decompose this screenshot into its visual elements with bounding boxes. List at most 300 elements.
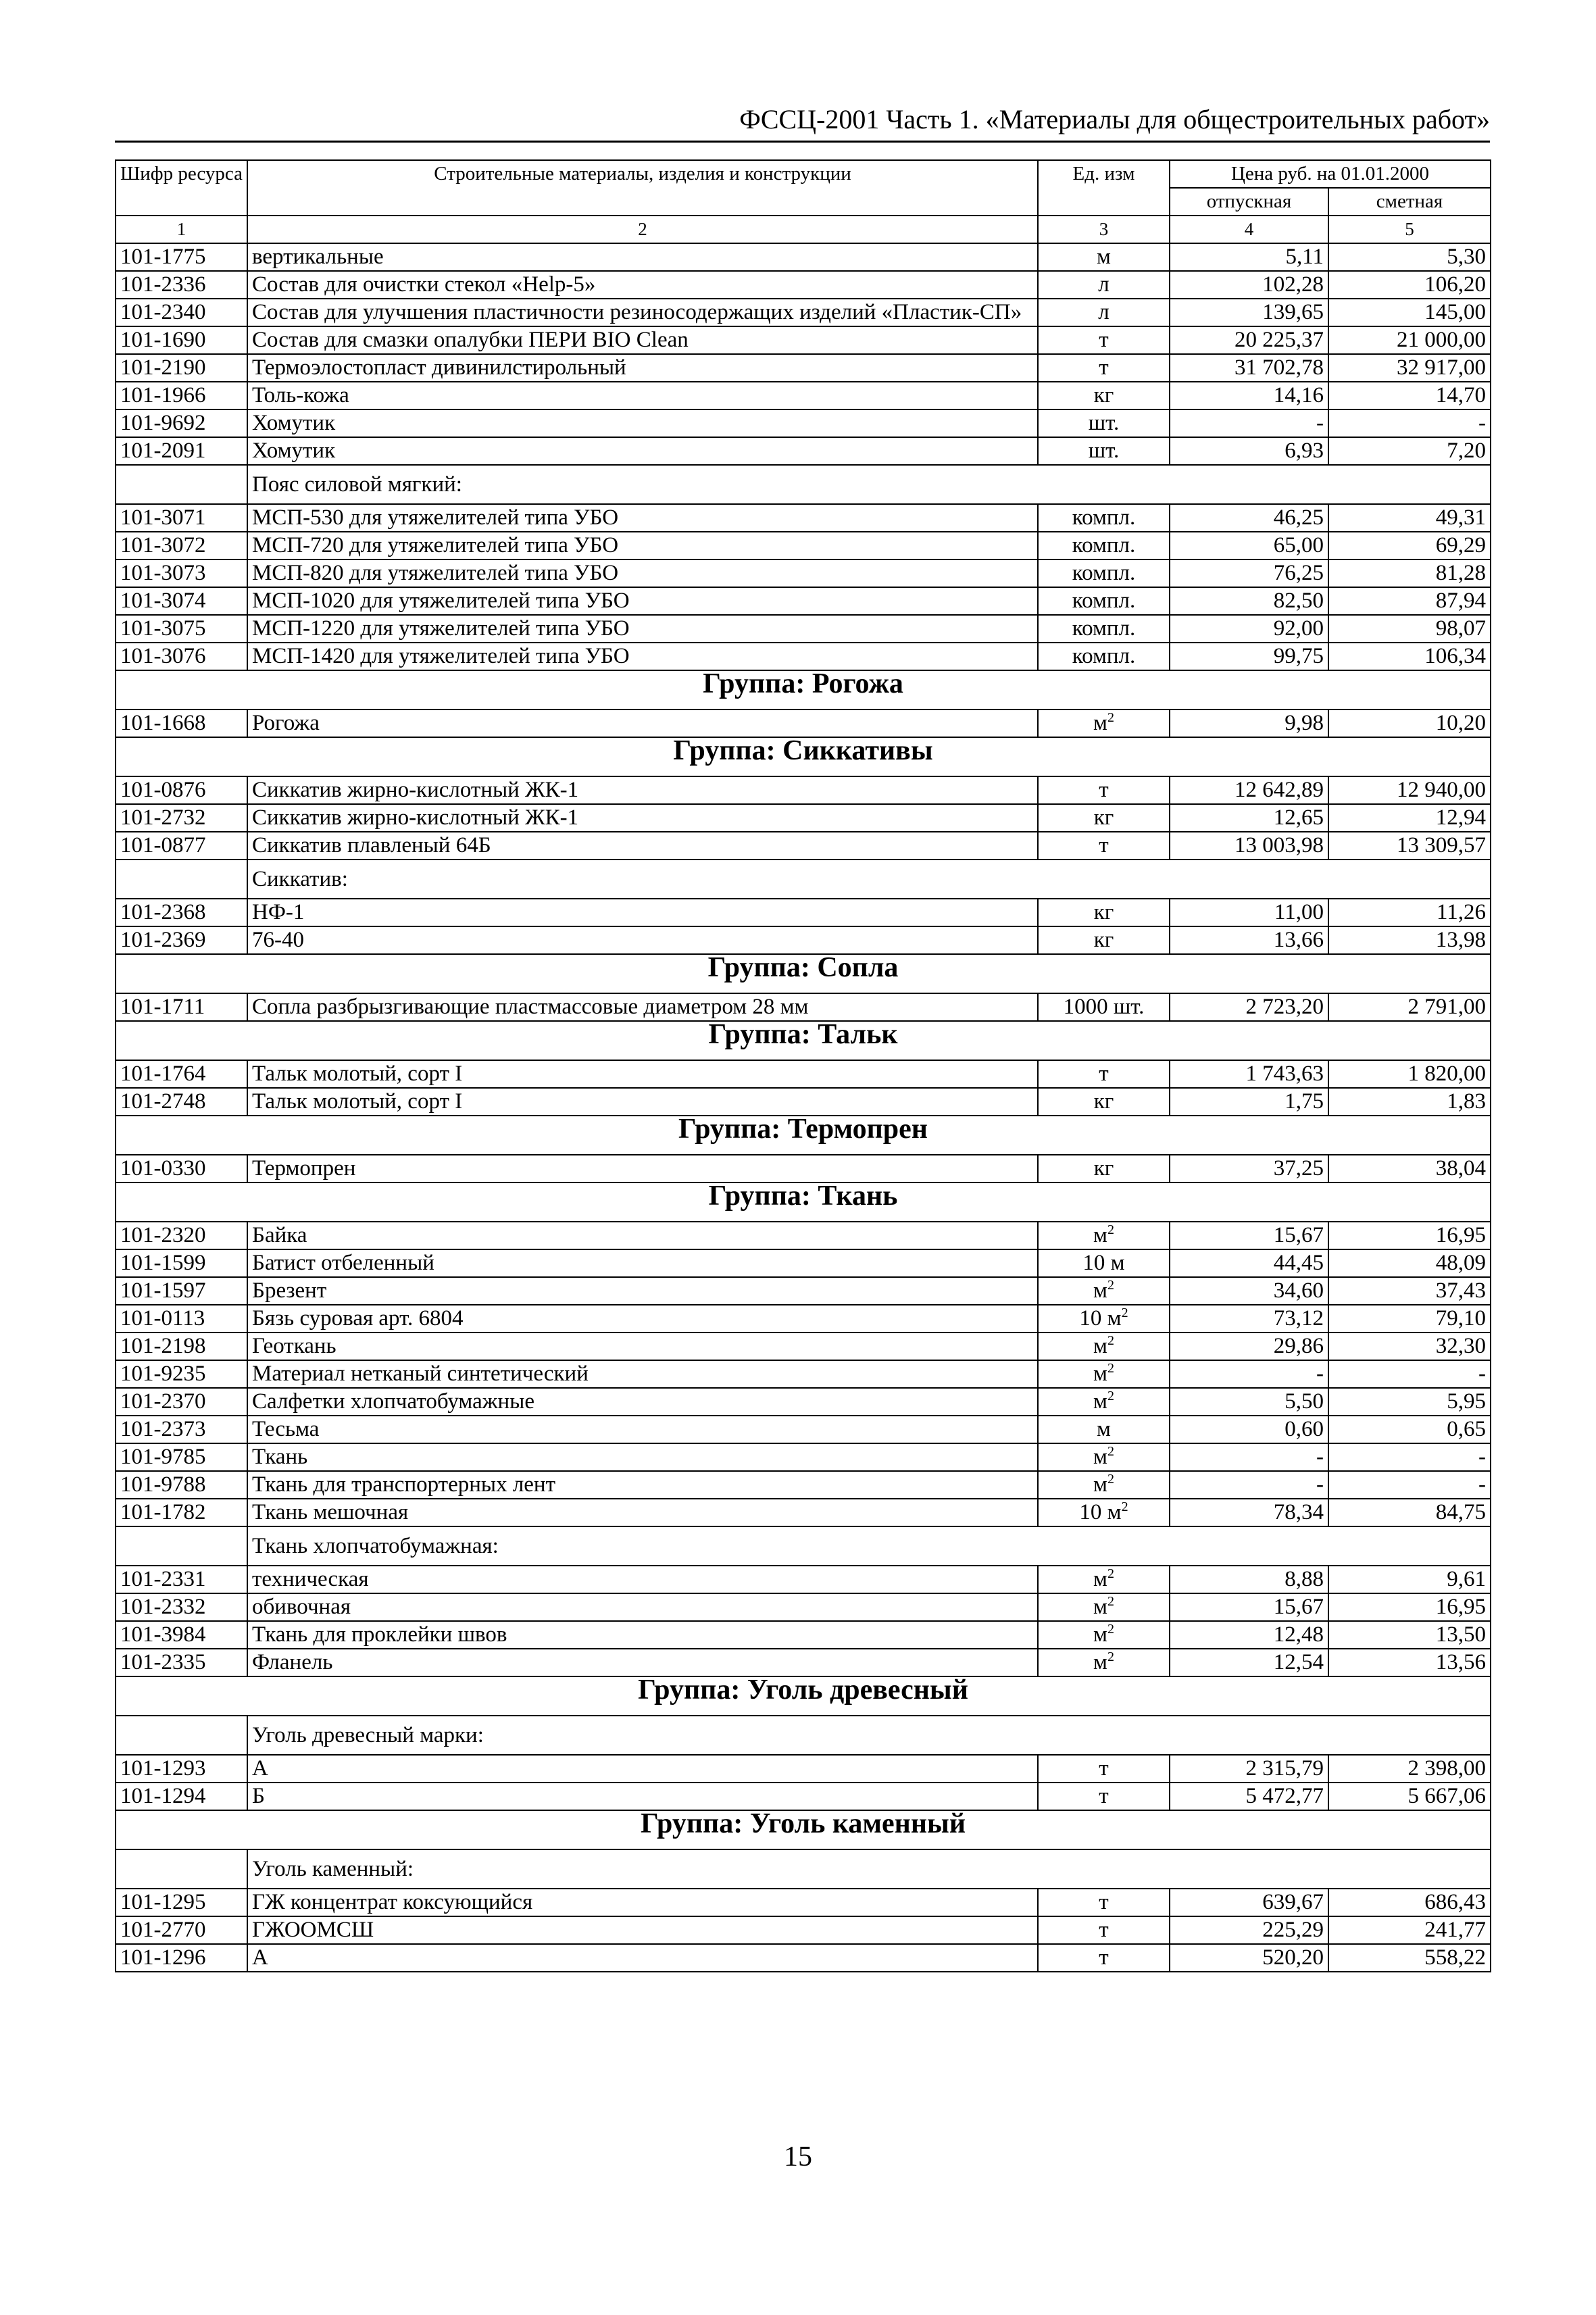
unit-cell	[1038, 643, 1170, 670]
material-name: МСП-820 для утяжелителей типа УБО	[247, 559, 1038, 587]
table-row	[116, 382, 1491, 409]
empty-code-cell	[116, 860, 247, 899]
unit-exponent: 2	[1107, 1361, 1114, 1376]
empty-code-cell	[116, 1849, 247, 1889]
material-name: Хомутик	[247, 409, 1038, 437]
unit-cell	[1038, 1416, 1170, 1443]
unit: л	[1098, 300, 1109, 324]
estimate-price: 2 398,00	[1328, 1755, 1491, 1783]
material-name: Батист отбеленный	[247, 1249, 1038, 1277]
table-row	[116, 437, 1491, 465]
table-row	[116, 532, 1491, 559]
material-name: Ткань мешочная	[247, 1499, 1038, 1526]
col-number: 4	[1170, 216, 1328, 243]
resource-code: 101-2373	[116, 1416, 247, 1443]
table-row	[116, 587, 1491, 615]
resource-code: 101-1296	[116, 1944, 247, 1972]
release-price: 12 642,89	[1170, 776, 1328, 804]
release-price: 34,60	[1170, 1277, 1328, 1305]
header-price: Цена руб. на 01.01.2000	[1170, 160, 1491, 188]
table-row	[116, 804, 1491, 832]
unit-cell	[1038, 382, 1170, 409]
unit-exponent: 2	[1121, 1305, 1128, 1320]
resource-code: 101-3075	[116, 615, 247, 643]
material-name: Тальк молотый, сорт I	[247, 1088, 1038, 1116]
release-price: 44,45	[1170, 1249, 1328, 1277]
table-header-row	[116, 160, 1491, 188]
resource-code: 101-2370	[116, 1388, 247, 1416]
release-price: 92,00	[1170, 615, 1328, 643]
unit: м	[1093, 1334, 1107, 1358]
table-row	[116, 643, 1491, 670]
table-row	[116, 1649, 1491, 1676]
release-price: -	[1170, 1360, 1328, 1388]
unit: компл.	[1072, 505, 1136, 530]
unit-exponent: 2	[1107, 1472, 1114, 1487]
group-heading: Группа: Уголь каменный	[116, 1810, 1491, 1849]
header-code: Шифр ресурса	[116, 160, 247, 216]
table-row	[116, 1499, 1491, 1526]
material-name: Состав для улучшения пластичности резиносодержащих изделий «Пластик-СП»	[247, 299, 1038, 326]
section-row	[116, 1849, 1491, 1889]
release-price: 15,67	[1170, 1593, 1328, 1621]
table-row	[116, 710, 1491, 737]
release-price: 15,67	[1170, 1222, 1328, 1249]
table-row	[116, 1443, 1491, 1471]
unit: м	[1093, 1389, 1107, 1414]
unit: м	[1093, 1595, 1107, 1619]
resource-code: 101-1690	[116, 326, 247, 354]
unit: т	[1099, 355, 1109, 380]
estimate-price: 13 309,57	[1328, 832, 1491, 860]
table-row	[116, 504, 1491, 532]
unit-exponent: 2	[1107, 1649, 1114, 1664]
unit: 10 м	[1082, 1251, 1125, 1275]
unit: кг	[1093, 900, 1114, 924]
material-name: Тальк молотый, сорт I	[247, 1060, 1038, 1088]
resource-code: 101-2369	[116, 926, 247, 954]
unit-cell	[1038, 1249, 1170, 1277]
estimate-price: 241,77	[1328, 1916, 1491, 1944]
release-price: 20 225,37	[1170, 326, 1328, 354]
col-number: 3	[1038, 216, 1170, 243]
header-name: Строительные материалы, изделия и конструкции	[247, 160, 1038, 216]
unit-cell	[1038, 243, 1170, 271]
table-row	[116, 1305, 1491, 1333]
table-row	[116, 1593, 1491, 1621]
unit: 1000 шт.	[1063, 995, 1145, 1019]
table-row	[116, 1916, 1491, 1944]
unit-cell	[1038, 776, 1170, 804]
estimate-price: 686,43	[1328, 1889, 1491, 1916]
price-table	[115, 159, 1491, 1972]
unit-cell	[1038, 1649, 1170, 1676]
unit-cell	[1038, 1222, 1170, 1249]
section-row	[116, 465, 1491, 504]
table-row	[116, 326, 1491, 354]
header-unit: Ед. изм	[1038, 160, 1170, 216]
material-name: А	[247, 1944, 1038, 1972]
unit: м	[1097, 1417, 1111, 1441]
material-name: ГЖ концентрат коксующийся	[247, 1889, 1038, 1916]
resource-code: 101-1597	[116, 1277, 247, 1305]
unit-cell	[1038, 1155, 1170, 1183]
group-heading: Группа: Термопрен	[116, 1116, 1491, 1155]
unit: компл.	[1072, 533, 1136, 557]
resource-code: 101-2368	[116, 899, 247, 926]
unit: м	[1093, 711, 1107, 735]
resource-code: 101-1764	[116, 1060, 247, 1088]
estimate-price: 12 940,00	[1328, 776, 1491, 804]
unit-cell	[1038, 832, 1170, 860]
group-heading: Группа: Тальк	[116, 1021, 1491, 1060]
release-price: 13 003,98	[1170, 832, 1328, 860]
resource-code: 101-3071	[116, 504, 247, 532]
material-name: ГЖООМСШ	[247, 1916, 1038, 1944]
price-table-body	[116, 160, 1491, 1972]
material-name: МСП-530 для утяжелителей типа УБО	[247, 504, 1038, 532]
estimate-price: 9,61	[1328, 1566, 1491, 1593]
material-name: Рогожа	[247, 710, 1038, 737]
group-heading: Группа: Уголь древесный	[116, 1676, 1491, 1716]
header-release: отпускная	[1170, 188, 1328, 216]
header-estimate: сметная	[1328, 188, 1491, 216]
unit-cell	[1038, 1944, 1170, 1972]
release-price: 225,29	[1170, 1916, 1328, 1944]
unit-cell	[1038, 1916, 1170, 1944]
release-price: 5,11	[1170, 243, 1328, 271]
table-row	[116, 776, 1491, 804]
unit-exponent: 2	[1107, 710, 1114, 725]
material-name: Хомутик	[247, 437, 1038, 465]
resource-code: 101-1668	[116, 710, 247, 737]
resource-code: 101-2198	[116, 1333, 247, 1360]
material-name: Фланель	[247, 1649, 1038, 1676]
unit: м	[1093, 1650, 1107, 1674]
table-row	[116, 271, 1491, 299]
material-name: Ткань	[247, 1443, 1038, 1471]
release-price: 99,75	[1170, 643, 1328, 670]
estimate-price: -	[1328, 1360, 1491, 1388]
table-row	[116, 243, 1491, 271]
unit-cell	[1038, 1360, 1170, 1388]
unit: м	[1093, 1278, 1107, 1303]
table-row	[116, 409, 1491, 437]
unit-cell	[1038, 710, 1170, 737]
material-name: Тесьма	[247, 1416, 1038, 1443]
table-row	[116, 1566, 1491, 1593]
table-row	[116, 1277, 1491, 1305]
estimate-price: 37,43	[1328, 1277, 1491, 1305]
price-table-container	[115, 159, 1490, 1970]
release-price: 31 702,78	[1170, 354, 1328, 382]
table-row	[116, 615, 1491, 643]
group-heading: Группа: Сопла	[116, 954, 1491, 993]
unit: кг	[1093, 1156, 1114, 1180]
table-row	[116, 1060, 1491, 1088]
unit: шт.	[1088, 439, 1120, 463]
estimate-price: 7,20	[1328, 437, 1491, 465]
material-name: МСП-1420 для утяжелителей типа УБО	[247, 643, 1038, 670]
material-name: техническая	[247, 1566, 1038, 1593]
resource-code: 101-1599	[116, 1249, 247, 1277]
resource-code: 101-0876	[116, 776, 247, 804]
section-label: Сиккатив:	[247, 860, 1491, 899]
unit-cell	[1038, 1088, 1170, 1116]
release-price: 46,25	[1170, 504, 1328, 532]
release-price: 12,65	[1170, 804, 1328, 832]
material-name: Термоэлостопласт дивинилстирольный	[247, 354, 1038, 382]
unit: кг	[1093, 928, 1114, 952]
unit-cell	[1038, 409, 1170, 437]
table-row	[116, 354, 1491, 382]
resource-code: 101-2732	[116, 804, 247, 832]
material-name: Сиккатив жирно-кислотный ЖК-1	[247, 776, 1038, 804]
unit-cell	[1038, 504, 1170, 532]
unit: компл.	[1072, 644, 1136, 668]
unit-cell	[1038, 1566, 1170, 1593]
table-row	[116, 1755, 1491, 1783]
resource-code: 101-1295	[116, 1889, 247, 1916]
resource-code: 101-0330	[116, 1155, 247, 1183]
unit: м	[1093, 1472, 1107, 1497]
material-name: Сопла разбрызгивающие пластмассовые диаметром 28 мм	[247, 993, 1038, 1021]
estimate-price: 5,95	[1328, 1388, 1491, 1416]
material-name: Геоткань	[247, 1333, 1038, 1360]
unit-exponent: 2	[1107, 1594, 1114, 1609]
table-row	[116, 1783, 1491, 1810]
estimate-price: 16,95	[1328, 1593, 1491, 1621]
group-heading: Группа: Ткань	[116, 1183, 1491, 1222]
release-price: -	[1170, 1471, 1328, 1499]
material-name: Байка	[247, 1222, 1038, 1249]
material-name: Состав для смазки опалубки ПЕРИ BIO Clean	[247, 326, 1038, 354]
section-row	[116, 1526, 1491, 1566]
unit-cell	[1038, 1755, 1170, 1783]
column-numbers-row	[116, 216, 1491, 243]
estimate-price: 98,07	[1328, 615, 1491, 643]
table-row	[116, 1471, 1491, 1499]
unit-cell	[1038, 1621, 1170, 1649]
table-row	[116, 899, 1491, 926]
unit-cell	[1038, 1305, 1170, 1333]
estimate-price: 87,94	[1328, 587, 1491, 615]
estimate-price: 21 000,00	[1328, 326, 1491, 354]
resource-code: 101-9785	[116, 1443, 247, 1471]
page-number: 15	[784, 2141, 812, 2172]
table-row	[116, 993, 1491, 1021]
unit-cell	[1038, 926, 1170, 954]
unit: компл.	[1072, 616, 1136, 641]
unit-cell	[1038, 587, 1170, 615]
material-name: Ткань для проклейки швов	[247, 1621, 1038, 1649]
release-price: 11,00	[1170, 899, 1328, 926]
estimate-price: 1 820,00	[1328, 1060, 1491, 1088]
material-name: Ткань для транспортерных лент	[247, 1471, 1038, 1499]
unit: м	[1093, 1622, 1107, 1647]
group-heading-row	[116, 1183, 1491, 1222]
unit-exponent: 2	[1107, 1389, 1114, 1403]
release-price: 520,20	[1170, 1944, 1328, 1972]
release-price: 2 315,79	[1170, 1755, 1328, 1783]
estimate-price: 16,95	[1328, 1222, 1491, 1249]
unit: т	[1099, 328, 1109, 352]
estimate-price: 32 917,00	[1328, 354, 1491, 382]
estimate-price: 38,04	[1328, 1155, 1491, 1183]
material-name: МСП-720 для утяжелителей типа УБО	[247, 532, 1038, 559]
unit-cell	[1038, 437, 1170, 465]
unit-cell	[1038, 1443, 1170, 1471]
estimate-price: 10,20	[1328, 710, 1491, 737]
resource-code: 101-1775	[116, 243, 247, 271]
release-price: -	[1170, 1443, 1328, 1471]
section-label: Уголь древесный марки:	[247, 1716, 1491, 1755]
resource-code: 101-2320	[116, 1222, 247, 1249]
resource-code: 101-2091	[116, 437, 247, 465]
table-row	[116, 1388, 1491, 1416]
unit: т	[1099, 1945, 1109, 1970]
estimate-price: 11,26	[1328, 899, 1491, 926]
unit-cell	[1038, 804, 1170, 832]
group-heading-row	[116, 670, 1491, 710]
release-price: 1 743,63	[1170, 1060, 1328, 1088]
estimate-price: 32,30	[1328, 1333, 1491, 1360]
release-price: 12,48	[1170, 1621, 1328, 1649]
material-name: Б	[247, 1783, 1038, 1810]
resource-code: 101-2335	[116, 1649, 247, 1676]
table-row	[116, 1249, 1491, 1277]
resource-code: 101-0877	[116, 832, 247, 860]
unit-exponent: 2	[1107, 1566, 1114, 1581]
group-heading-row	[116, 1116, 1491, 1155]
unit-cell	[1038, 1277, 1170, 1305]
unit-exponent: 2	[1107, 1278, 1114, 1293]
material-name: МСП-1220 для утяжелителей типа УБО	[247, 615, 1038, 643]
release-price: 13,66	[1170, 926, 1328, 954]
estimate-price: 0,65	[1328, 1416, 1491, 1443]
estimate-price: 81,28	[1328, 559, 1491, 587]
group-heading-row	[116, 737, 1491, 776]
unit: т	[1099, 1890, 1109, 1914]
material-name: Сиккатив жирно-кислотный ЖК-1	[247, 804, 1038, 832]
section-row	[116, 860, 1491, 899]
release-price: -	[1170, 409, 1328, 437]
col-number: 5	[1328, 216, 1491, 243]
table-row	[116, 1155, 1491, 1183]
unit-cell	[1038, 1388, 1170, 1416]
release-price: 82,50	[1170, 587, 1328, 615]
estimate-price: 5 667,06	[1328, 1783, 1491, 1810]
resource-code: 101-3074	[116, 587, 247, 615]
unit-cell	[1038, 271, 1170, 299]
resource-code: 101-2340	[116, 299, 247, 326]
estimate-price: 1,83	[1328, 1088, 1491, 1116]
section-label: Ткань хлопчатобумажная:	[247, 1526, 1491, 1566]
empty-code-cell	[116, 1526, 247, 1566]
estimate-price: 106,20	[1328, 271, 1491, 299]
group-heading-row	[116, 1810, 1491, 1849]
release-price: 9,98	[1170, 710, 1328, 737]
unit: т	[1099, 833, 1109, 857]
col-number: 2	[247, 216, 1038, 243]
resource-code: 101-3076	[116, 643, 247, 670]
resource-code: 101-9235	[116, 1360, 247, 1388]
material-name: обивочная	[247, 1593, 1038, 1621]
section-label: Уголь каменный:	[247, 1849, 1491, 1889]
release-price: 37,25	[1170, 1155, 1328, 1183]
unit-cell	[1038, 899, 1170, 926]
estimate-price: 13,56	[1328, 1649, 1491, 1676]
estimate-price: 145,00	[1328, 299, 1491, 326]
material-name: вертикальные	[247, 243, 1038, 271]
col-number: 1	[116, 216, 247, 243]
release-price: 8,88	[1170, 1566, 1328, 1593]
resource-code: 101-2748	[116, 1088, 247, 1116]
unit: м	[1093, 1567, 1107, 1591]
unit: кг	[1093, 383, 1114, 407]
table-row	[116, 926, 1491, 954]
table-row	[116, 559, 1491, 587]
unit: м	[1093, 1223, 1107, 1247]
unit-exponent: 2	[1121, 1499, 1128, 1514]
release-price: 29,86	[1170, 1333, 1328, 1360]
unit: л	[1098, 272, 1109, 297]
release-price: 2 723,20	[1170, 993, 1328, 1021]
material-name: А	[247, 1755, 1038, 1783]
release-price: 73,12	[1170, 1305, 1328, 1333]
table-row	[116, 1360, 1491, 1388]
estimate-price: 48,09	[1328, 1249, 1491, 1277]
unit-cell	[1038, 1471, 1170, 1499]
empty-code-cell	[116, 1716, 247, 1755]
unit-cell	[1038, 299, 1170, 326]
estimate-price: 13,50	[1328, 1621, 1491, 1649]
material-name: Салфетки хлопчатобумажные	[247, 1388, 1038, 1416]
material-name: НФ-1	[247, 899, 1038, 926]
group-heading-row	[116, 1021, 1491, 1060]
unit-cell	[1038, 1593, 1170, 1621]
resource-code: 101-1782	[116, 1499, 247, 1526]
material-name: 76-40	[247, 926, 1038, 954]
unit-cell	[1038, 532, 1170, 559]
unit: т	[1099, 1756, 1109, 1781]
release-price: 78,34	[1170, 1499, 1328, 1526]
resource-code: 101-2332	[116, 1593, 247, 1621]
resource-code: 101-3073	[116, 559, 247, 587]
estimate-price: 558,22	[1328, 1944, 1491, 1972]
release-price: 639,67	[1170, 1889, 1328, 1916]
unit-cell	[1038, 1060, 1170, 1088]
resource-code: 101-2336	[116, 271, 247, 299]
unit-cell	[1038, 1783, 1170, 1810]
resource-code: 101-3072	[116, 532, 247, 559]
section-label: Пояс силовой мягкий:	[247, 465, 1491, 504]
estimate-price: 84,75	[1328, 1499, 1491, 1526]
unit: шт.	[1088, 411, 1120, 435]
material-name: Толь-кожа	[247, 382, 1038, 409]
material-name: Материал нетканый синтетический	[247, 1360, 1038, 1388]
release-price: 12,54	[1170, 1649, 1328, 1676]
estimate-price: 13,98	[1328, 926, 1491, 954]
unit: т	[1099, 1918, 1109, 1942]
unit: т	[1099, 778, 1109, 802]
estimate-price: -	[1328, 1471, 1491, 1499]
unit: м	[1097, 245, 1111, 269]
header-title: ФССЦ-2001 Часть 1. «Материалы для общестроительных работ»	[739, 104, 1490, 134]
estimate-price: 106,34	[1328, 643, 1491, 670]
resource-code: 101-3984	[116, 1621, 247, 1649]
group-heading-row	[116, 1676, 1491, 1716]
